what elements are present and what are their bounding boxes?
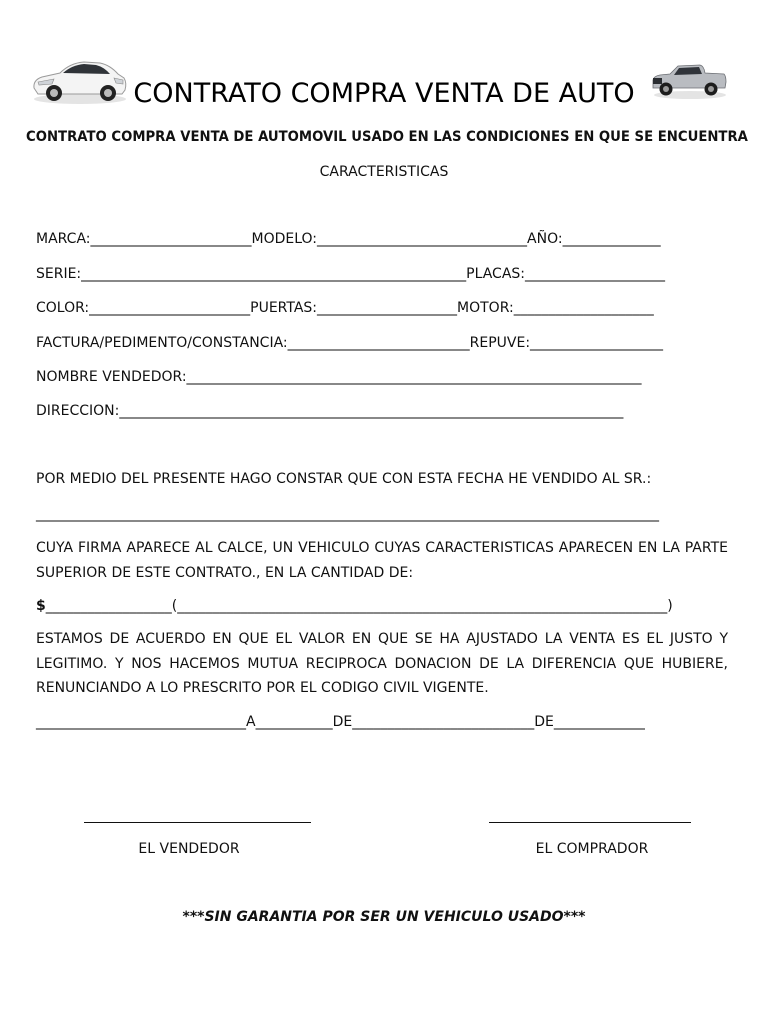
sale-statement: POR MEDIO DEL PRESENTE HAGO CONSTAR QUE CON ESTA FECHA HE VENDIDO AL SR.: xyxy=(36,471,652,487)
place-date-line[interactable]: ______________________________A___________DE__________________________DE_____________ xyxy=(36,714,645,730)
buyer-name-line[interactable]: _________________________________________________________________________________________ xyxy=(36,506,659,522)
field-serie-placas[interactable]: SERIE:_______________________________________________________PLACAS:____________________ xyxy=(36,266,666,282)
field-marca-modelo-ano[interactable]: MARCA:_______________________MODELO:______________________________AÑO:______________ xyxy=(36,231,661,247)
field-color-puertas-motor[interactable]: COLOR:_______________________PUERTAS:____________________MOTOR:____________________ xyxy=(36,300,654,316)
seller-label: EL VENDEDOR xyxy=(138,841,240,857)
currency-symbol: $ xyxy=(36,598,46,614)
field-factura-repuve[interactable]: FACTURA/PEDIMENTO/CONSTANCIA:__________________________REPUVE:___________________ xyxy=(36,335,664,351)
buyer-signature-line[interactable] xyxy=(489,822,691,823)
vehicle-price-paragraph: CUYA FIRMA APARECE AL CALCE, UN VEHICULO CUYAS CARACTERISTICAS APARECEN EN LA PARTE SUPERIOR DE ESTE CONTRATO., EN LA CANTIDAD DE: xyxy=(36,540,728,581)
amount-blanks[interactable]: __________________(______________________________________________________________________) xyxy=(45,598,673,614)
field-nombre-vendedor[interactable]: NOMBRE VENDEDOR:_________________________________________________________________ xyxy=(36,369,642,385)
document-title: CONTRATO COMPRA VENTA DE AUTO xyxy=(133,78,635,109)
agreement-paragraph: ESTAMOS DE ACUERDO EN QUE EL VALOR EN QUE SE HA AJUSTADO LA VENTA ES EL JUSTO Y LEGITIMO. Y NOS HACEMOS MUTUA RECIPROCA DONACION DE LA DIFERENCIA QUE HUBIERE, RENUNCIANDO A LO PRESCRITO POR EL CODIGO CIVIL VIGENTE. xyxy=(36,631,728,696)
section-label: CARACTERISTICAS xyxy=(319,164,449,180)
seller-signature-line[interactable] xyxy=(84,822,311,823)
amount-line[interactable] xyxy=(36,596,673,616)
no-warranty-notice: ***SIN GARANTIA POR SER UN VEHICULO USADO*** xyxy=(182,909,586,925)
buyer-label: EL COMPRADOR xyxy=(535,841,649,857)
field-direccion[interactable]: DIRECCION:________________________________________________________________________ xyxy=(36,403,624,419)
document-subtitle: CONTRATO COMPRA VENTA DE AUTOMOVIL USADO EN LAS CONDICIONES EN QUE SE ENCUENTRA xyxy=(25,129,748,145)
